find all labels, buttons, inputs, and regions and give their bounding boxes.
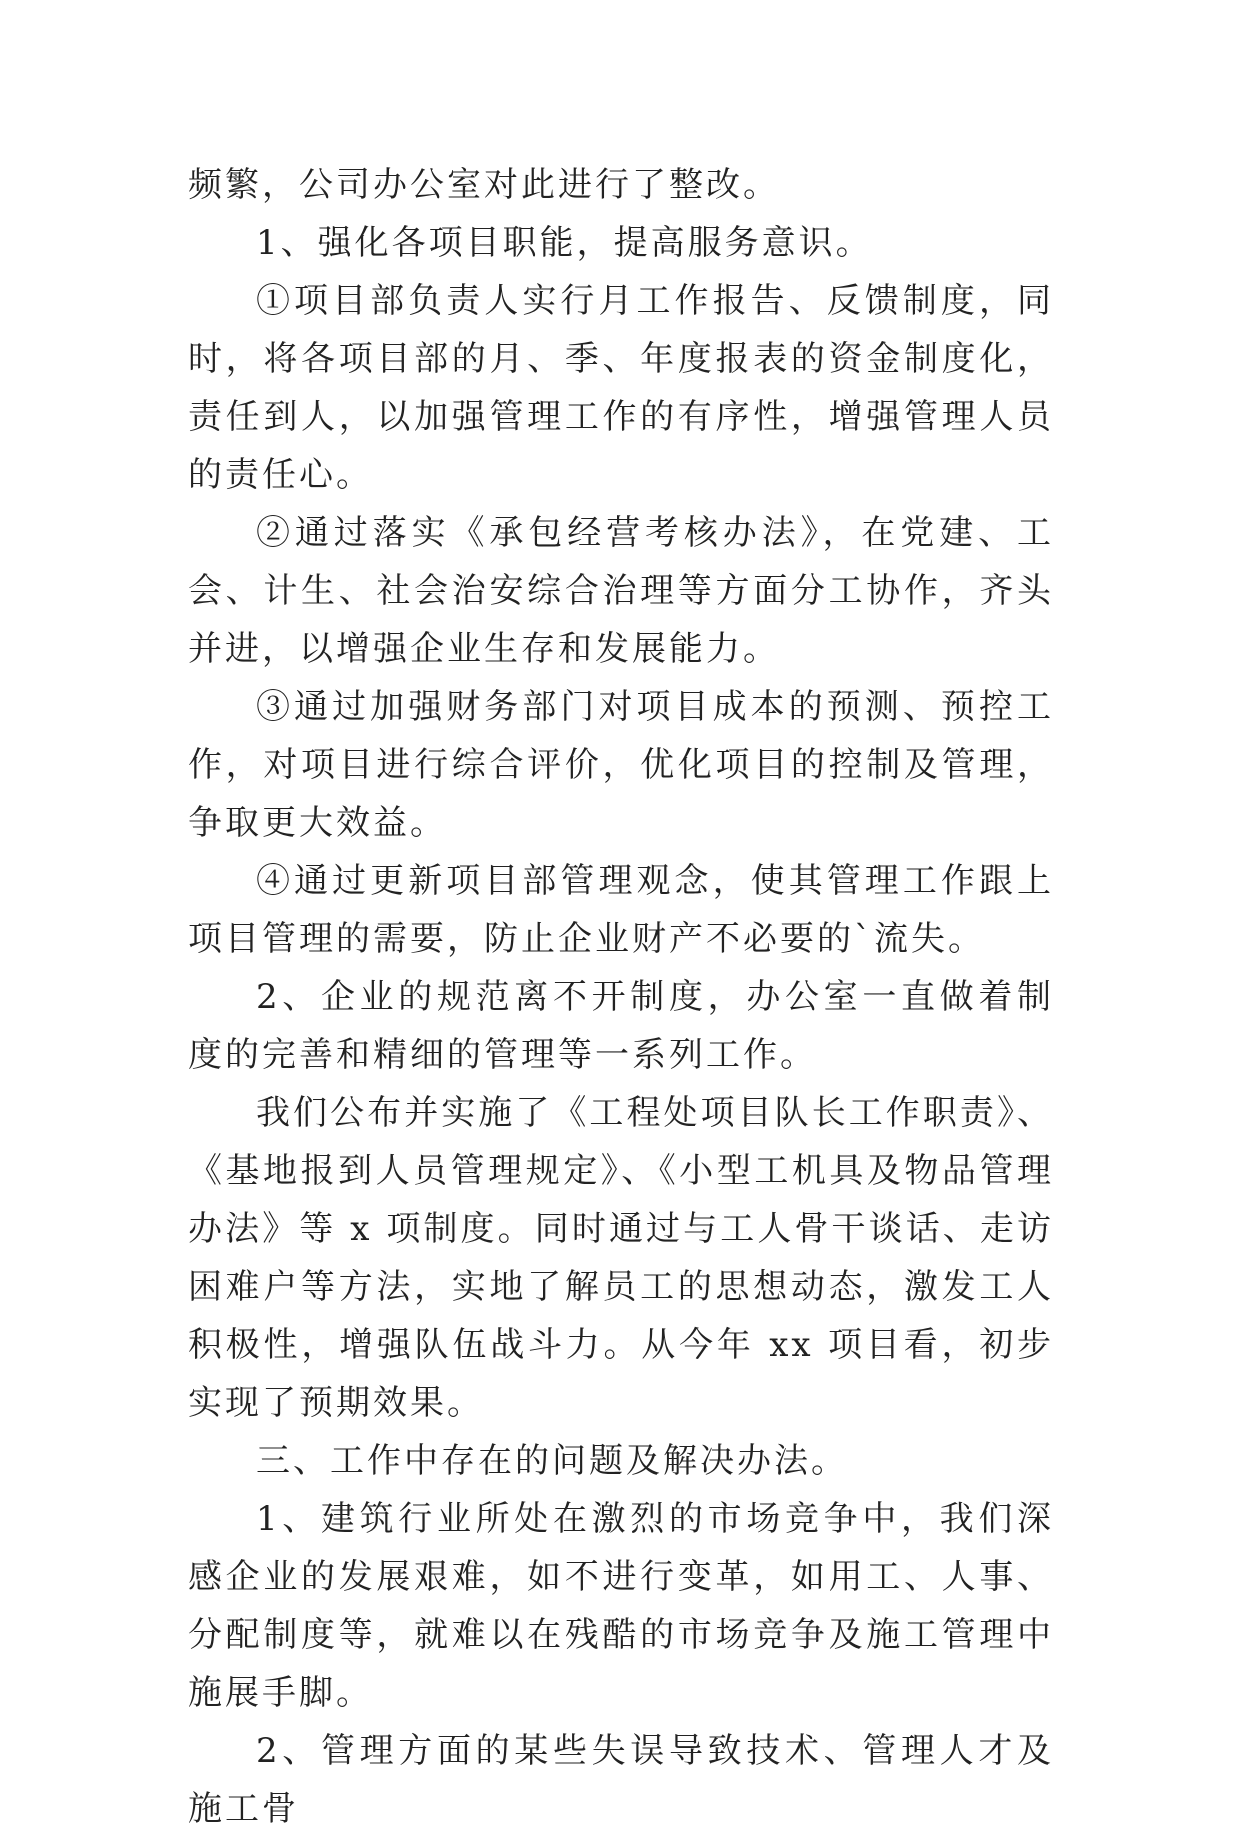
paragraph-regulations: 我们公布并实施了《工程处项目队长工作职责》、《基地报到人员管理规定》、《小型工机具及物品管理办法》等 x 项制度。同时通过与工人骨干谈话、走访困难户等方法，实地了解员工的思想动态，激发工人积极性，增强队伍战斗力。从今年 xx 项目看，初步实现了预期效果。 [188,1093,1054,1423]
section-heading-3: 三、工作中存在的问题及解决办法。 [256,1441,848,1481]
paragraph-continuation: 频繁，公司办公室对此进行了整改。 [188,165,780,205]
paragraph-subitem-3: ③通过加强财务部门对项目成本的预测、预控工作，对项目进行综合评价，优化项目的控制及管理，争取更大效益。 [188,687,1054,843]
document-body [188,156,1054,1838]
paragraph-item-2: 2、企业的规范离不开制度，办公室一直做着制度的完善和精细的管理等一系列工作。 [188,977,1054,1075]
paragraph-problem-2: 2、管理方面的某些失误导致技术、管理人才及施工骨 [188,1731,1054,1829]
paragraph-problem-1: 1、建筑行业所处在激烈的市场竞争中，我们深感企业的发展艰难，如不进行变革，如用工、人事、分配制度等，就难以在残酷的市场竞争及施工管理中施展手脚。 [188,1499,1054,1713]
paragraph-subitem-1: ①项目部负责人实行月工作报告、反馈制度，同时，将各项目部的月、季、年度报表的资金制度化，责任到人，以加强管理工作的有序性，增强管理人员的责任心。 [188,281,1054,495]
paragraph-subitem-4: ④通过更新项目部管理观念，使其管理工作跟上项目管理的需要，防止企业财产不必要的`流失。 [188,861,1054,959]
paragraph-subitem-2: ②通过落实《承包经营考核办法》，在党建、工会、计生、社会治安综合治理等方面分工协作，齐头并进，以增强企业生存和发展能力。 [188,513,1054,669]
paragraph-item-1: 1、强化各项目职能，提高服务意识。 [256,223,873,263]
